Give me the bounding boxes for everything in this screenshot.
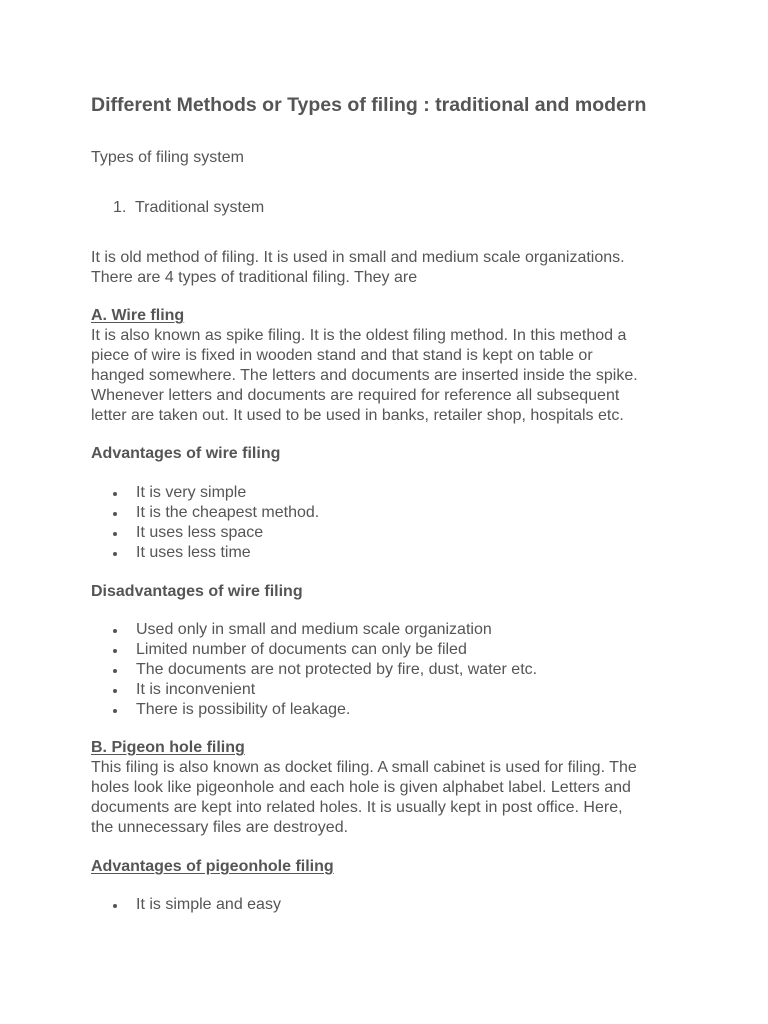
list-item — [91, 523, 319, 543]
wire-disadvantages-list — [91, 620, 537, 720]
bullet-icon — [113, 689, 117, 693]
paragraph-line: piece of wire is fixed in wooden stand and that stand is kept on table or — [91, 347, 593, 364]
intro-line: It is old method of filing. It is used in small and medium scale organizations. — [91, 249, 625, 266]
wire-disadvantages-heading: Disadvantages of wire filing — [91, 583, 303, 600]
list-item-text: Limited number of documents can only be filed — [136, 641, 467, 658]
list-item — [91, 680, 537, 700]
paragraph-line: This filing is also known as docket filing. A small cabinet is used for filing. The — [91, 759, 637, 776]
list-item — [91, 503, 319, 523]
list-item-text: It is inconvenient — [136, 681, 256, 698]
list-item-text: It is very simple — [136, 484, 247, 501]
paragraph-line: Whenever letters and documents are required for reference all subsequent — [91, 387, 620, 404]
list-item-text: The documents are not protected by fire, dust, water etc. — [136, 661, 538, 678]
paragraph-line: documents are kept into related holes. It is usually kept in post office. Here, — [91, 799, 623, 816]
section-a-heading: A. Wire fling — [91, 307, 185, 324]
list-item-text: Used only in small and medium scale organization — [136, 621, 492, 638]
bullet-icon — [113, 629, 117, 633]
list-item-text: It is simple and easy — [136, 896, 281, 913]
bullet-icon — [113, 552, 117, 556]
bullet-icon — [113, 532, 117, 536]
list-item — [91, 483, 319, 503]
intro-paragraph — [91, 248, 691, 288]
bullet-icon — [113, 904, 117, 908]
bullet-icon — [113, 512, 117, 516]
list-item-text: It uses less space — [136, 524, 264, 541]
subtitle: Types of filing system — [91, 149, 244, 166]
pigeonhole-advantages-list — [91, 895, 281, 915]
paragraph-line: the unnecessary files are destroyed. — [91, 819, 349, 836]
list-item-text: It is the cheapest method. — [136, 504, 320, 521]
bullet-icon — [113, 649, 117, 653]
list-item — [91, 543, 319, 563]
bullet-icon — [113, 492, 117, 496]
list-item — [91, 620, 537, 640]
section-a-paragraph — [91, 326, 691, 426]
paragraph-line: letter are taken out. It used to be used in banks, retailer shop, hospitals etc. — [91, 407, 624, 424]
list-item-text: There is possibility of leakage. — [136, 701, 351, 718]
paragraph-line: It is also known as spike filing. It is the oldest filing method. In this method a — [91, 327, 627, 344]
pigeonhole-advantages-heading: Advantages of pigeonhole filing — [91, 858, 334, 875]
section-b-paragraph — [91, 758, 691, 838]
section-b-heading: B. Pigeon hole filing — [91, 739, 245, 756]
numbered-list — [91, 199, 264, 217]
bullet-icon — [113, 709, 117, 713]
list-number: 1. — [113, 199, 127, 216]
list-item — [91, 660, 537, 680]
bullet-icon — [113, 669, 117, 673]
intro-line: There are 4 types of traditional filing. They are — [91, 269, 418, 286]
list-item — [91, 895, 281, 915]
paragraph-line: holes look like pigeonhole and each hole is given alphabet label. Letters and — [91, 779, 631, 796]
wire-advantages-list — [91, 483, 319, 563]
list-item-text: Traditional system — [135, 199, 265, 216]
list-item — [91, 640, 537, 660]
numbered-list-item — [91, 199, 264, 217]
list-item — [91, 700, 537, 720]
paragraph-line: hanged somewhere. The letters and documents are inserted inside the spike. — [91, 367, 638, 384]
document-title: Different Methods or Types of filing : traditional and modern — [91, 94, 647, 116]
list-item-text: It uses less time — [136, 544, 251, 561]
wire-advantages-heading: Advantages of wire filing — [91, 445, 281, 462]
